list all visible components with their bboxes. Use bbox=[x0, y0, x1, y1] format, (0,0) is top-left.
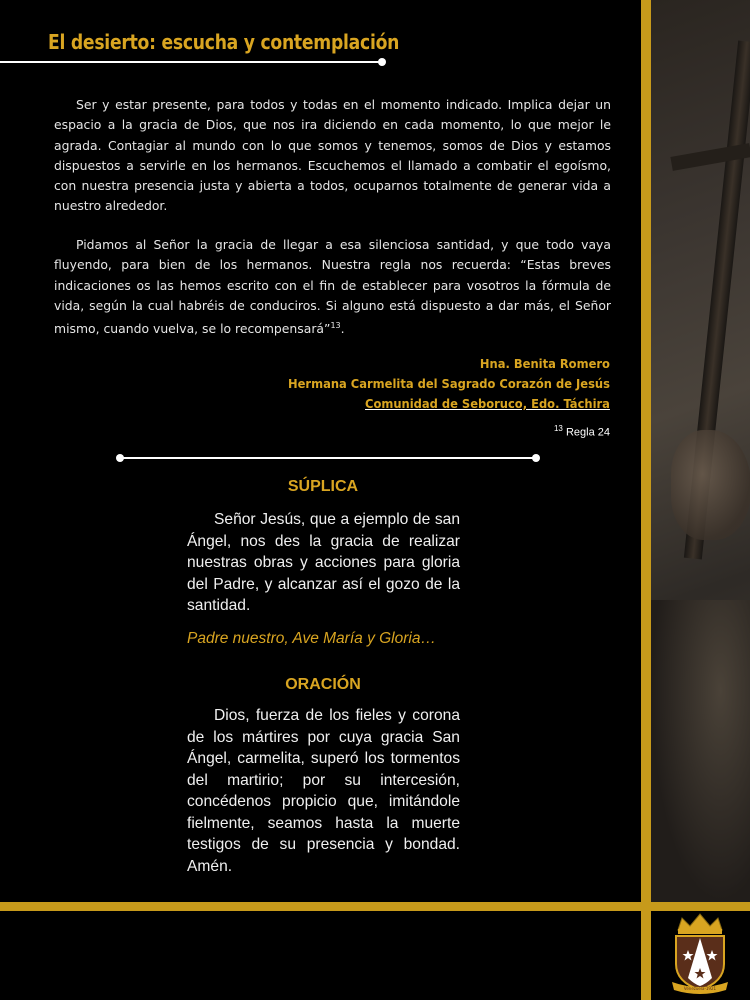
reflection-text-2: Pidamos al Señor la gracia de llegar a esa silenciosa santidad, y que todo vaya fluyendo, para bien de los hermanos. Nuestra regla nos recuerda: “Estas breves indicaciones os las hemos escrito con el fin de establecer para vosotros la fórmula de vida, según la cual habréis de conduciros. Si alguno está dispuesto a dar más, el Señor mismo, cuando vuelva, se lo recompensará” bbox=[54, 237, 611, 337]
supplication-closing: Padre nuestro, Ave María y Gloria… bbox=[187, 630, 436, 647]
prayer-heading: ORACIÓN bbox=[285, 676, 361, 693]
supplication-text: Señor Jesús, que a ejemplo de san Ángel, nos des la gracia de realizar nuestras obras y acciones para gloria del Padre, y alcanzar así el gozo de la santidad. bbox=[187, 511, 460, 614]
signature-name: Hna. Benita Romero bbox=[479, 356, 610, 371]
footnote bbox=[554, 424, 610, 439]
page-title: El desierto: escucha y contemplación bbox=[48, 30, 400, 54]
background-photo bbox=[651, 0, 750, 902]
reflection-paragraph-2 bbox=[54, 235, 611, 340]
signature-role: Hermana Carmelita del Sagrado Corazón de Jesús bbox=[288, 376, 610, 391]
reflection-text-1: Ser y estar presente, para todos y todas en el momento indicado. Implica dejar un espacio a la gracia de Dios, que nos ira diciendo en cada momento, lo que mejor le agrada. Contagiar al mundo con lo que somos y tenemos, somos de Dios y estamos dispuestos a servirle en los hermanos. Escuchemos el llamado a combatir el egoísmo, con nuestra presencia justa y abierta a todos, ocuparnos totalmente de generar vida a nuestro alrededor. bbox=[54, 97, 611, 214]
svg-text:Venezuela-1921: Venezuela-1921 bbox=[683, 986, 717, 991]
signature-community: Comunidad de Seboruco, Edo. Táchira bbox=[365, 396, 610, 411]
footnote-text: Regla 24 bbox=[565, 426, 610, 439]
supplication-heading: SÚPLICA bbox=[287, 478, 359, 495]
robe-figure bbox=[651, 600, 750, 902]
footnote-number: 13 bbox=[553, 424, 563, 433]
divider-dot-left bbox=[116, 454, 124, 462]
rule-dot-right bbox=[378, 58, 386, 66]
reflection-paragraph-1 bbox=[54, 95, 611, 217]
signature-block bbox=[260, 354, 610, 414]
divider-dot-right bbox=[532, 454, 540, 462]
hand-figure bbox=[671, 430, 750, 540]
gold-vertical-bar bbox=[641, 0, 651, 1000]
footnote-reference: 13 bbox=[330, 321, 341, 331]
gold-horizontal-bar bbox=[0, 902, 750, 911]
reflection-end: . bbox=[340, 321, 345, 337]
carmelite-shield-icon bbox=[668, 912, 732, 994]
prayer-text: Dios, fuerza de los fieles y corona de los mártires por cuya gracia San Ángel, carmelita, superó los tormentos del martirio; por su intercesión, concédenos propicio que, imitándole fielmente, seamos hasta la muerte testigos de su presencia y bondad. Amén. bbox=[187, 707, 460, 875]
section-divider bbox=[120, 457, 536, 459]
title-underline bbox=[0, 61, 382, 63]
